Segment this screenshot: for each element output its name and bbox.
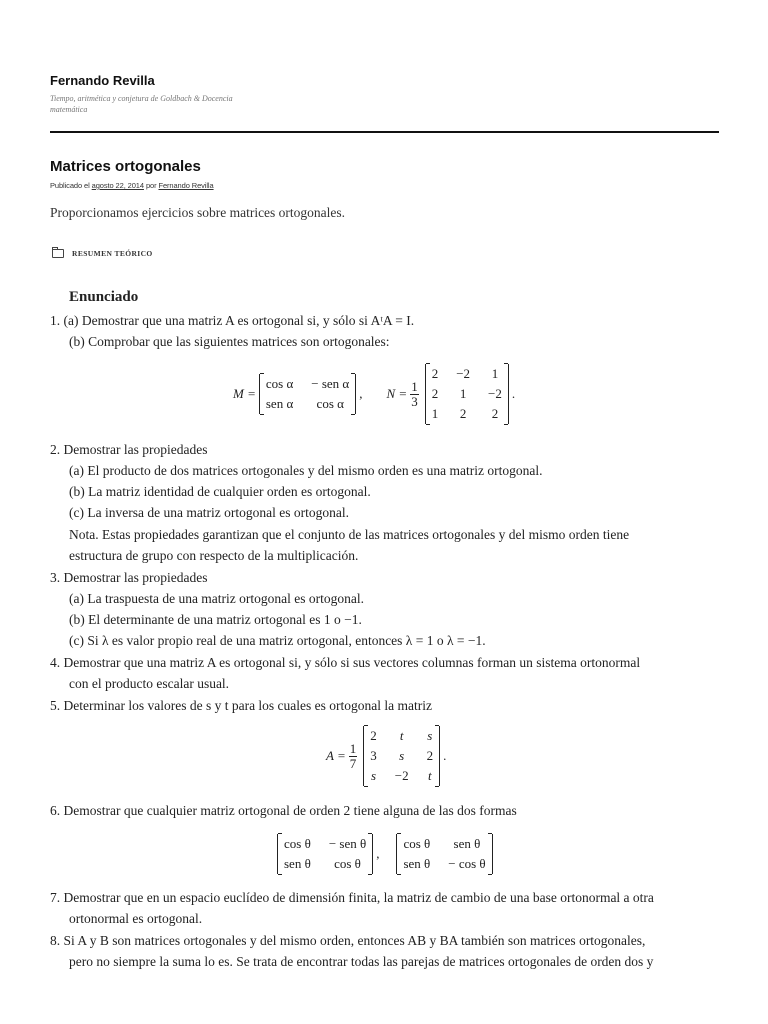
post-meta	[50, 181, 214, 190]
matrix-cell: − sen α	[311, 376, 350, 391]
exercise-2c: (c) La inversa de una matriz ortogonal es ortogonal.	[69, 505, 350, 520]
matrix-cell: 1	[431, 406, 439, 421]
matrix-cell: s	[427, 728, 433, 743]
post-title[interactable]: Matrices ortogonales	[50, 158, 201, 175]
matrix-form-2	[396, 834, 492, 874]
matrix-N	[425, 364, 509, 424]
fraction-denominator: 3	[411, 393, 418, 409]
matrix-cell: 2	[426, 748, 434, 763]
fraction-denominator: 7	[349, 755, 357, 771]
matrix-cell: −2	[488, 386, 502, 401]
header-divider	[50, 131, 719, 133]
matrix-cell: sen θ	[403, 856, 431, 871]
site-title[interactable]: Fernando Revilla	[50, 73, 155, 88]
A-label: A =	[326, 748, 346, 763]
matrix-cell: t	[428, 768, 432, 783]
exercise-3: 3. Demostrar las propiedades	[50, 570, 208, 585]
exercise-3c: (c) Si λ es valor propio real de una matriz ortogonal, entonces λ = 1 o λ = −1.	[69, 633, 486, 648]
comma: ,	[376, 846, 380, 861]
exercise-4-line1: 4. Demostrar que una matriz A es ortogonal si, y sólo si sus vectores columnas forman un sistema ortonormal	[50, 655, 641, 670]
exercise-2-note-line2: estructura de grupo con respecto de la multiplicación.	[69, 548, 359, 563]
matrix-cell: − sen θ	[328, 836, 367, 851]
matrix-cell: cos θ	[284, 836, 311, 851]
matrix-cell: 3	[370, 748, 377, 763]
exercise-7-line1: 7. Demostrar que en un espacio euclídeo de dimensión finita, la matriz de cambio de una base ortonormal a otra	[50, 890, 654, 905]
exercise-6: 6. Demostrar que cualquier matriz ortogonal de orden 2 tiene alguna de las dos formas	[50, 803, 517, 818]
exercise-3a: (a) La traspuesta de una matriz ortogonal es ortogonal.	[69, 591, 365, 606]
exercise-2: 2. Demostrar las propiedades	[50, 442, 208, 457]
exercise-8-line1: 8. Si A y B son matrices ortogonales y del mismo orden, entonces AB y BA también son matrices ortogonales,	[50, 933, 646, 948]
matrix-cell: 1	[459, 386, 467, 401]
matrix-cell: cos α	[316, 396, 344, 411]
N-fraction	[410, 380, 419, 409]
M-label: M =	[233, 386, 256, 401]
matrix-cell: 1	[491, 366, 499, 381]
matrix-cell: 2	[491, 406, 499, 421]
matrix-M	[259, 374, 356, 414]
matrix-cell: cos θ	[403, 836, 431, 851]
period: .	[511, 386, 516, 401]
comma: ,	[359, 386, 363, 401]
exercise-1b: (b) Comprobar que las siguientes matrices son ortogonales:	[69, 334, 390, 349]
exercise-2-note-line1: Nota. Estas propiedades garantizan que el conjunto de las matrices ortogonales y del mismo orden tiene	[69, 527, 630, 542]
equation-M-N	[233, 364, 515, 424]
equation-forms	[274, 834, 496, 874]
matrix-cell: t	[399, 728, 404, 743]
exercise-8-line2: pero no siempre la suma lo es. Se trata de encontrar todas las parejas de matrices ortogonales de orden dos y	[69, 954, 654, 969]
meta-by: por	[145, 181, 157, 190]
matrix-A	[363, 726, 440, 786]
matrix-cell: s	[399, 748, 405, 763]
exercise-4-line2: con el producto escalar usual.	[69, 676, 230, 691]
matrix-cell: 2	[370, 728, 377, 743]
matrix-cell: cos θ	[334, 856, 361, 871]
section-heading: Enunciado	[69, 289, 139, 305]
matrix-form-1	[277, 834, 373, 874]
exercise-1a: 1. (a) Demostrar que una matriz A es ortogonal si, y sólo si AᵗA = I.	[50, 313, 415, 328]
A-fraction	[349, 742, 358, 771]
matrix-cell: −2	[394, 768, 409, 783]
post-date-link[interactable]: agosto 22, 2014	[91, 181, 144, 190]
matrix-cell: sen α	[265, 396, 294, 411]
exercise-5: 5. Determinar los valores de s y t para los cuales es ortogonal la matriz	[50, 698, 433, 713]
fraction-numerator: 1	[411, 378, 418, 394]
matrix-cell: sen θ	[284, 856, 311, 871]
matrix-cell: 2	[459, 406, 467, 421]
matrix-cell: −2	[456, 366, 471, 381]
matrix-cell: s	[370, 768, 377, 783]
post-intro: Proporcionamos ejercicios sobre matrices ortogonales.	[50, 205, 346, 220]
fraction-numerator: 1	[349, 740, 357, 756]
site-description: Tiempo, aritmética y conjetura de Goldbach & Docencia matemática	[50, 94, 233, 114]
exercise-2a: (a) El producto de dos matrices ortogonales y del mismo orden es una matriz ortogonal.	[69, 463, 543, 478]
author-link[interactable]: Fernando Revilla	[158, 181, 214, 190]
equation-A	[326, 726, 446, 786]
matrix-cell: − cos θ	[448, 856, 486, 871]
N-label: N =	[386, 386, 408, 401]
matrix-cell: 2	[431, 386, 439, 401]
matrix-cell: sen θ	[453, 836, 481, 851]
meta-prefix: Publicado el	[50, 181, 90, 190]
exercise-3b: (b) El determinante de una matriz ortogonal es 1 o −1.	[69, 612, 362, 627]
exercise-2b: (b) La matriz identidad de cualquier orden es ortogonal.	[69, 484, 371, 499]
matrix-cell: cos α	[265, 376, 294, 391]
folder-icon	[52, 249, 64, 258]
matrix-cell: 2	[431, 366, 439, 381]
category-link[interactable]	[52, 249, 153, 258]
category-label[interactable]: RESUMEN TEÓRICO	[72, 249, 153, 258]
exercise-7-line2: ortonormal es ortogonal.	[69, 911, 203, 926]
period: .	[443, 748, 447, 763]
